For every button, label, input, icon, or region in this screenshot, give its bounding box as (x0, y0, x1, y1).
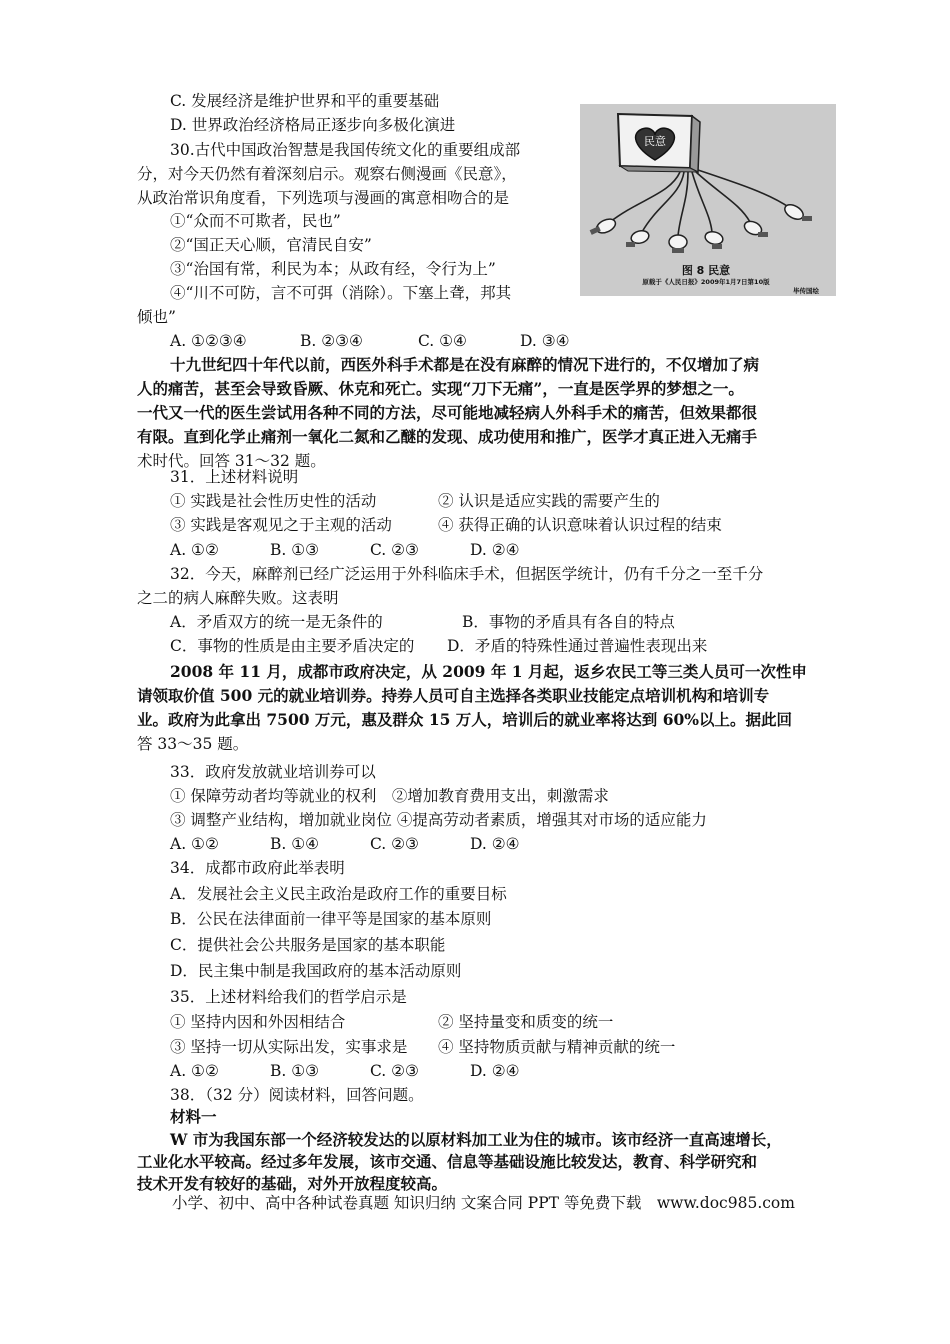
q30-stem-line3: 从政治常识角度看，下列选项与漫画的寓意相吻合的是 (137, 189, 510, 207)
material33-line4: 答 33～35 题。 (137, 735, 249, 753)
q32-option-c: C．事物的性质是由主要矛盾决定的 (170, 637, 415, 655)
q31-option-b: B. ①③ (270, 541, 320, 559)
q30-item-4-line2: 倾也” (137, 308, 176, 326)
q34-option-a: A．发展社会主义民主政治是政府工作的重要目标 (170, 885, 507, 903)
q31-option-a: A. ①② (170, 541, 219, 559)
q31-item-4: ④ 获得正确的认识意味着认识过程的结束 (438, 516, 722, 534)
q35-item-1: ① 坚持内因和外因相结合 (170, 1013, 346, 1031)
q31-option-d: D. ②④ (470, 541, 520, 559)
q38-material-line1: W 市为我国东部一个经济较发达的以原材料加工业为住的城市。该市经济一直高速增长， (170, 1130, 782, 1149)
material33-line1: 2008 年 11 月，成都市政府决定，从 2009 年 1 月起，返乡农民工等三类人员可一次性申 (170, 662, 807, 681)
q30-options (170, 331, 570, 351)
q32-option-a: A．矛盾双方的统一是无条件的 (170, 613, 383, 631)
q33-option-b: B. ①④ (270, 835, 320, 853)
cartoon-caption: 图 8 民意 (681, 264, 731, 277)
q38-material-line2: 工业化水平较高。经过多年发展，该市交通、信息等基础设施比较发达，教育、科学研究和 (137, 1152, 758, 1171)
q31-stem: 31．上述材料说明 (170, 468, 299, 486)
q34-option-c: C．提供社会公共服务是国家的基本职能 (170, 936, 446, 954)
q32-option-b: B．事物的矛盾具有各自的特点 (462, 613, 675, 631)
q31-options (170, 540, 520, 560)
q35-item-2: ② 坚持量变和质变的统一 (438, 1013, 614, 1031)
q29-option-d: D. 世界政治经济格局正逐步向多极化演进 (170, 116, 456, 134)
q30-option-b: B. ②③④ (300, 332, 363, 350)
q34-option-b: B．公民在法律面前一律平等是国家的基本原则 (170, 910, 492, 928)
q35-option-b: B. ①③ (270, 1062, 320, 1080)
q35-option-a: A. ①② (170, 1062, 219, 1080)
q38-material-title: 材料一 (170, 1107, 217, 1126)
q34-stem: 34．成都市政府此举表明 (170, 859, 345, 877)
q31-item-3: ③ 实践是客观见之于主观的活动 (170, 516, 392, 534)
material31-line5: 术时代。回答 31～32 题。 (137, 452, 326, 470)
q30-option-c: C. ①④ (418, 332, 467, 350)
q33-option-d: D. ②④ (470, 835, 520, 853)
q32-stem-line1: 32．今天，麻醉剂已经广泛运用于外科临床手术，但据医学统计，仍有千分之一至千分 (170, 565, 764, 583)
cartoon-credit-line2: 毕传国绘 (793, 287, 819, 295)
q33-options (170, 834, 520, 854)
q29-option-c: C. 发展经济是维护世界和平的重要基础 (170, 92, 440, 110)
q30-stem-line1: 30.古代中国政治智慧是我国传统文化的重要组成部 (170, 141, 521, 159)
q32-option-d: D．矛盾的特殊性通过普遍性表现出来 (447, 637, 708, 655)
q33-option-a: A. ①② (170, 835, 219, 853)
q32-stem-line2: 之二的病人麻醉失败。这表明 (137, 589, 339, 607)
q35-stem: 35．上述材料给我们的哲学启示是 (170, 988, 407, 1006)
cartoon-minyi (580, 104, 836, 296)
material33-line3: 业。政府为此拿出 7500 万元，惠及群众 15 万人，培训后的就业率将达到 60%以上。据此回 (137, 710, 792, 729)
q30-stem-line2: 分，对今天仍然有着深刻启示。观察右侧漫画《民意》， (137, 165, 517, 183)
q35-item-4: ④ 坚持物质贡献与精神贡献的统一 (438, 1038, 676, 1056)
q30-item-1: ①“众而不可欺者，民也” (170, 212, 341, 230)
q38-stem: 38．（32 分）阅读材料，回答问题。 (170, 1086, 424, 1104)
cartoon-heart-label: 民意 (644, 135, 666, 148)
q35-option-d: D. ②④ (470, 1062, 520, 1080)
q30-option-a: A. ①②③④ (170, 332, 247, 350)
q35-item-3: ③ 坚持一切从实际出发，实事求是 (170, 1038, 408, 1056)
q33-option-c: C. ②③ (370, 835, 419, 853)
q33-items-3-4: ③ 调整产业结构，增加就业岗位 ④提高劳动者素质，增强其对市场的适应能力 (170, 811, 707, 829)
page-footer: 小学、初中、高中各种试卷真题 知识归纳 文案合同 PPT 等免费下载 www.doc985.com (172, 1194, 795, 1212)
q33-items-1-2: ① 保障劳动者均等就业的权利 ②增加教育费用支出，刺激需求 (170, 787, 609, 805)
q38-material-line3: 技术开发有较好的基础，对外开放程度较高。 (137, 1174, 448, 1193)
q33-stem: 33．政府发放就业培训券可以 (170, 763, 376, 781)
material31-line3: 一代又一代的医生尝试用各种不同的方法，尽可能地减轻病人外科手术的痛苦，但效果都很 (137, 403, 758, 422)
cartoon-credit-line1: 原载于《人民日报》2009年1月7日第10版 (642, 278, 770, 286)
material31-line1: 十九世纪四十年代以前，西医外科手术都是在没有麻醉的情况下进行的，不仅增加了病 (170, 355, 760, 374)
q31-option-c: C. ②③ (370, 541, 419, 559)
q30-option-d: D. ③④ (520, 332, 570, 350)
material31-line4: 有限。直到化学止痛剂一氧化二氮和乙醚的发现、成功使用和推广，医学才真正进入无痛手 (137, 427, 758, 446)
q30-item-4-line1: ④“川不可防，言不可弭（消除）。下塞上聋，邦其 (170, 284, 512, 302)
material33-line2: 请领取价值 500 元的就业培训券。持券人员可自主选择各类职业技能定点培训机构和培训专 (137, 686, 770, 705)
cartoon-drawing (580, 104, 836, 296)
q31-item-1: ① 实践是社会性历史性的活动 (170, 492, 377, 510)
q30-item-2: ②“国正天心顺，官清民自安” (170, 236, 372, 254)
q35-options (170, 1061, 520, 1081)
material31-line2: 人的痛苦，甚至会导致昏厥、休克和死亡。实现“刀下无痛”，一直是医学界的梦想之一。 (137, 379, 744, 398)
q30-item-3: ③“治国有常，利民为本；从政有经，令行为上” (170, 260, 496, 278)
q31-item-2: ② 认识是适应实践的需要产生的 (438, 492, 660, 510)
q35-option-c: C. ②③ (370, 1062, 419, 1080)
q34-option-d: D．民主集中制是我国政府的基本活动原则 (170, 962, 462, 980)
